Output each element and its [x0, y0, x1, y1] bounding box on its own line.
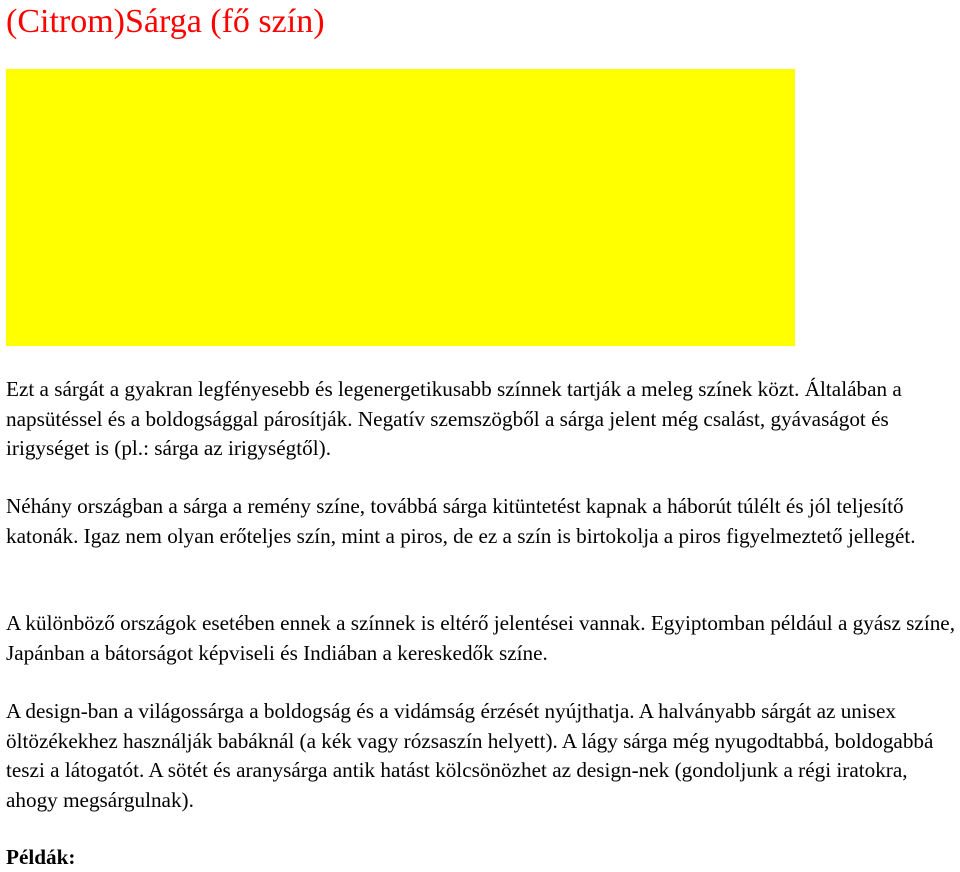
color-swatch — [6, 69, 795, 346]
paragraph-design: A design-ban a világossárga a boldogság és a vidámság érzését nyújthatja. A halványabb sárgát az unisex öltözékekhez használják babáknál (a kék vagy rózsaszín helyett). A lágy sárga még nyugodtabbá, boldogabbá teszi a látogatót. A sötét és aranysárga antik hatást kölcsönözhet az design-nek (gondoljunk a régi iratokra, ahogy megsárgulnak). — [6, 699, 934, 812]
paragraph-intro: Ezt a sárgát a gyakran legfényesebb és legenergetikusabb színnek tartják a meleg színek közt. Általában a napsütéssel és a boldogsággal párosítják. Negatív szemszögből a sárga jelent még csalást, gyávaságot és irigységet is (pl.: sárga az irigységtől). — [6, 377, 902, 460]
page-title: (Citrom)Sárga (fő szín) — [6, 3, 325, 40]
examples-heading: Példák: — [6, 845, 76, 869]
paragraph-countries-hope: Néhány országban a sárga a remény színe, továbbá sárga kitüntetést kapnak a háborút túlélt és jól teljesítő katonák. Igaz nem olyan erőteljes szín, mint a piros, de ez a szín is birtokolja a piros figyelmeztető jellegét. — [6, 494, 916, 548]
paragraph-country-meanings: A különböző országok esetében ennek a színnek is eltérő jelentései vannak. Egyiptomban például a gyász színe, Japánban a bátorságot képviseli és Indiában a kereskedők színe. — [6, 611, 956, 665]
